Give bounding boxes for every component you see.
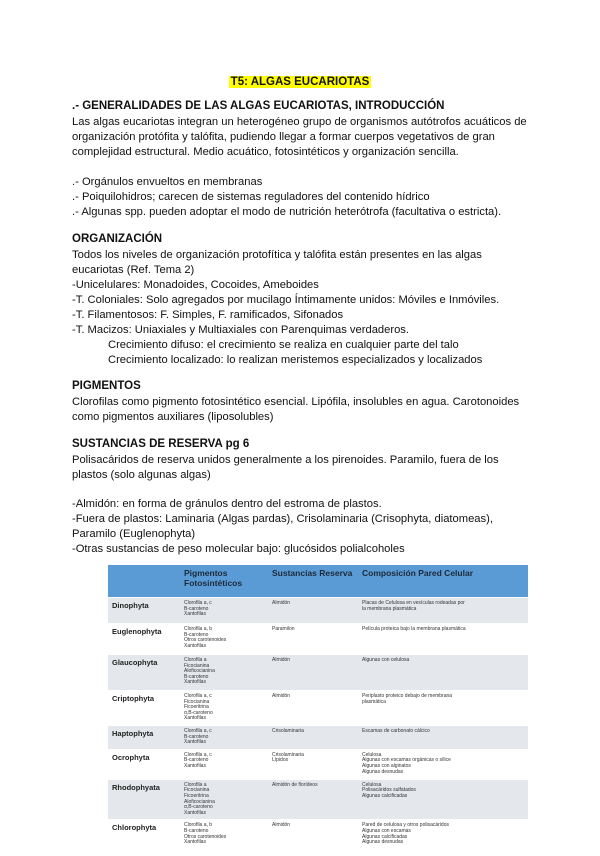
text-line: -T. Macizos: Uniaxiales y Multiaxiales con Parenquimas verdaderos. [72,324,410,336]
document-title [0,72,600,90]
cell-text: Periplasto proteico debajo de membrana [362,693,453,699]
cell-text: Xantofilas [184,715,206,722]
cell-text: Placas de Celulosa en vesículas rodeadas por [362,600,465,606]
text-line: como pigmentos auxiliares (liposolubles) [72,411,274,423]
cell-group-name: Dinophyta [108,598,180,624]
text-line: -Otras sustancias de peso molecular bajo: glucósidos polialcoholes [72,543,405,555]
cell-text: Almidón [272,693,291,699]
cell-text: Xantofilas [184,611,206,618]
table-row [108,655,528,691]
cell-pigments [180,691,268,726]
cell-text: B-caroteno [184,673,209,680]
cell-text: B-caroteno [184,733,209,740]
cell-cell-wall [358,779,528,820]
cell-group-name: Haptophyta [108,725,180,749]
table-row [108,624,528,655]
cell-text: Otros carotenoides [184,637,227,644]
cell-text: la membrana plasmática [362,605,417,612]
cell-text: Ficocianina [184,662,210,669]
text-line: -Fuera de plastos: Laminaria (Algas pardas), Crisolaminaria (Crisophyta, diatomeas), [72,513,493,525]
algae-comparison-table [108,565,528,856]
text-line: -T. Coloniales: Solo agregados por mucilago Íntimamente unidos: Móviles e Inmóviles. [72,294,500,306]
list-sustancias [72,497,532,557]
cell-text: Clorofila a [184,657,207,663]
cell-text: Aloficocianina [184,668,215,675]
table-body [108,598,528,856]
cell-text: Clorofila a, c [184,751,212,758]
cell-text: Clorofila a, c [184,693,212,699]
paragraph-generalidades [72,115,532,160]
heading-pigmentos: PIGMENTOS [72,380,141,392]
cell-reserve [268,655,358,691]
cell-text: Polisacáridos sulfatados [362,787,416,794]
cell-cell-wall [358,820,528,856]
cell-text: B-caroteno [184,605,209,612]
cell-text: Película proteica bajo la membrana plasmática [362,626,466,632]
cell-cell-wall [358,691,528,726]
heading-sustancias-reserva: SUSTANCIAS DE RESERVA pg 6 [72,438,250,450]
cell-text: α,B-caroteno [184,804,213,811]
cell-reserve [268,725,358,749]
cell-text: Algunas con celulosa [362,657,410,663]
cell-text: Xantofilas [184,809,206,816]
cell-text: B-caroteno [184,631,209,638]
text-line: Clorofilas como pigmento fotosintético esencial. Lipófila, insolubles en agua. Carotonoides [72,396,520,408]
list-item: .- Algunas spp. pueden adoptar el modo de nutrición heterótrofa (facultativa o estricta). [72,206,502,218]
table-row [108,725,528,749]
text-line: -Unicelulares: Monadoides, Cocoides, Ameboides [72,279,319,291]
cell-cell-wall [358,598,528,624]
table-row [108,779,528,820]
text-line: organización protófita y talófita, pudiendo llegar a formar cuerpos vegetativos de gran [72,131,495,143]
cell-text: Clorofila a, b [184,822,213,829]
cell-pigments [180,725,268,749]
list-characteristics [72,175,532,220]
cell-text: Crisolaminaria [272,727,304,734]
cell-text: plasmática [362,698,386,705]
cell-text: Lípidos [272,757,289,764]
cell-text: Algunas desnudas [362,839,404,846]
cell-text: α,B-caroteno [184,709,213,716]
table-row [108,691,528,726]
cell-group-name: Glaucophyta [108,655,180,691]
text-line: Todos los niveles de organización protofítica y talófita están presentes en las algas [72,249,482,261]
text-line: -Almidón: en forma de gránulos dentro del estroma de plastos. [72,498,382,510]
list-item: .- Orgánulos envueltos en membranas [72,176,263,188]
heading-organizacion: ORGANIZACIÓN [72,233,163,245]
cell-reserve [268,691,358,726]
cell-pigments [180,598,268,624]
cell-cell-wall [358,749,528,779]
text-line: plastos (solo algunas algas) [72,469,211,481]
list-item: .- Poiquilohidros; carecen de sistemas reguladores del contenido hídrico [72,191,430,203]
text-line: complejidad estructural. Medio acuático, fotosintéticos y organización sencilla. [72,146,459,158]
paragraph-pigmentos [72,395,532,425]
cell-text: Almidón [272,657,291,663]
cell-text: Ficoeritrina [184,704,209,711]
cell-reserve [268,624,358,655]
header-cell: Sustancias Reserva [268,565,358,598]
cell-text: Celulosa [362,781,382,788]
cell-text: Otros carotenoides [184,833,227,840]
cell-group-name: Chlorophyta [108,820,180,856]
cell-pigments [180,624,268,655]
cell-text: Celulosa [362,751,382,758]
header-cell [108,565,180,598]
cell-text: Xantofilas [184,739,206,746]
header-cell: Composición Pared Celular [358,565,528,598]
text-line-indented: Crecimiento difuso: el crecimiento se realiza en cualquier parte del talo [108,339,459,351]
cell-pigments [180,655,268,691]
cell-text: Paramilon [272,626,295,632]
table-row [108,820,528,856]
cell-text: Clorofila a, c [184,600,212,606]
cell-text: B-caroteno [184,827,209,834]
paragraph-organizacion [72,248,532,368]
table-row [108,598,528,624]
cell-text: Almidón de florídeos [272,781,318,788]
cell-group-name: Ocrophyta [108,749,180,779]
cell-text: Aloficocianina [184,798,215,805]
cell-text: Crisolaminaria [272,751,304,758]
cell-group-name: Rhodophyata [108,779,180,820]
cell-text: Ficocianina [184,787,210,794]
cell-text: Pared de celulosa y otros polisacáridos [362,822,449,829]
cell-text: Ficoeritrina [184,792,209,799]
cell-text: Algunas con alginatos [362,762,411,769]
cell-text: Clorofila a [184,781,207,788]
cell-text: Clorofila a, c [184,727,212,734]
cell-text: Xantofilas [184,839,206,846]
cell-cell-wall [358,655,528,691]
cell-text: Almidón [272,600,291,606]
paragraph-sustancias-reserva [72,453,532,483]
text-line: Polisacáridos de reserva unidos generalmente a los pirenoides. Paramilo, fuera de los [72,454,499,466]
table-header-row [108,565,528,598]
cell-text: Ficocianina [184,698,210,705]
cell-reserve [268,820,358,856]
text-line: Paramilo (Euglenophyta) [72,528,196,540]
header-cell: Pigmentos Fotosintéticos [180,565,268,598]
cell-pigments [180,820,268,856]
cell-reserve [268,749,358,779]
text-line: -T. Filamentosos: F. Simples, F. ramificados, Sifonados [72,309,344,321]
cell-text: Almidón [272,822,291,829]
text-line: eucariotas (Ref. Tema 2) [72,264,195,276]
cell-pigments [180,779,268,820]
table-row [108,749,528,779]
cell-pigments [180,749,268,779]
text-line-indented: Crecimiento localizado: lo realizan meristemos especializados y localizados [108,354,483,366]
cell-text: B-caroteno [184,757,209,764]
cell-text: Escamas de carbonato cálcico [362,727,430,734]
cell-text: Algunas desnudas [362,768,404,775]
cell-text: Xantofilas [184,679,206,686]
cell-group-name: Euglenophyta [108,624,180,655]
cell-text: Algunas calcificadas [362,792,408,799]
title-text: T5: ALGAS EUCARIOTAS [230,76,370,88]
cell-text: Algunas con escamas [362,827,411,834]
cell-text: Clorofila a, b [184,626,213,632]
cell-group-name: Criptophyta [108,691,180,726]
text-line: Las algas eucariotas integran un heterogéneo grupo de organismos autótrofos acuáticos de [72,116,527,128]
heading-generalidades: .- GENERALIDADES DE LAS ALGAS EUCARIOTAS, INTRODUCCIÓN [72,100,445,112]
cell-text: Algunas calcificadas [362,833,408,840]
cell-text: Xantofilas [184,642,206,649]
cell-cell-wall [358,725,528,749]
cell-text: Algunas con escamas orgánicas o sílice [362,757,451,764]
cell-reserve [268,779,358,820]
cell-text: Xantofilas [184,762,206,769]
cell-cell-wall [358,624,528,655]
cell-reserve [268,598,358,624]
